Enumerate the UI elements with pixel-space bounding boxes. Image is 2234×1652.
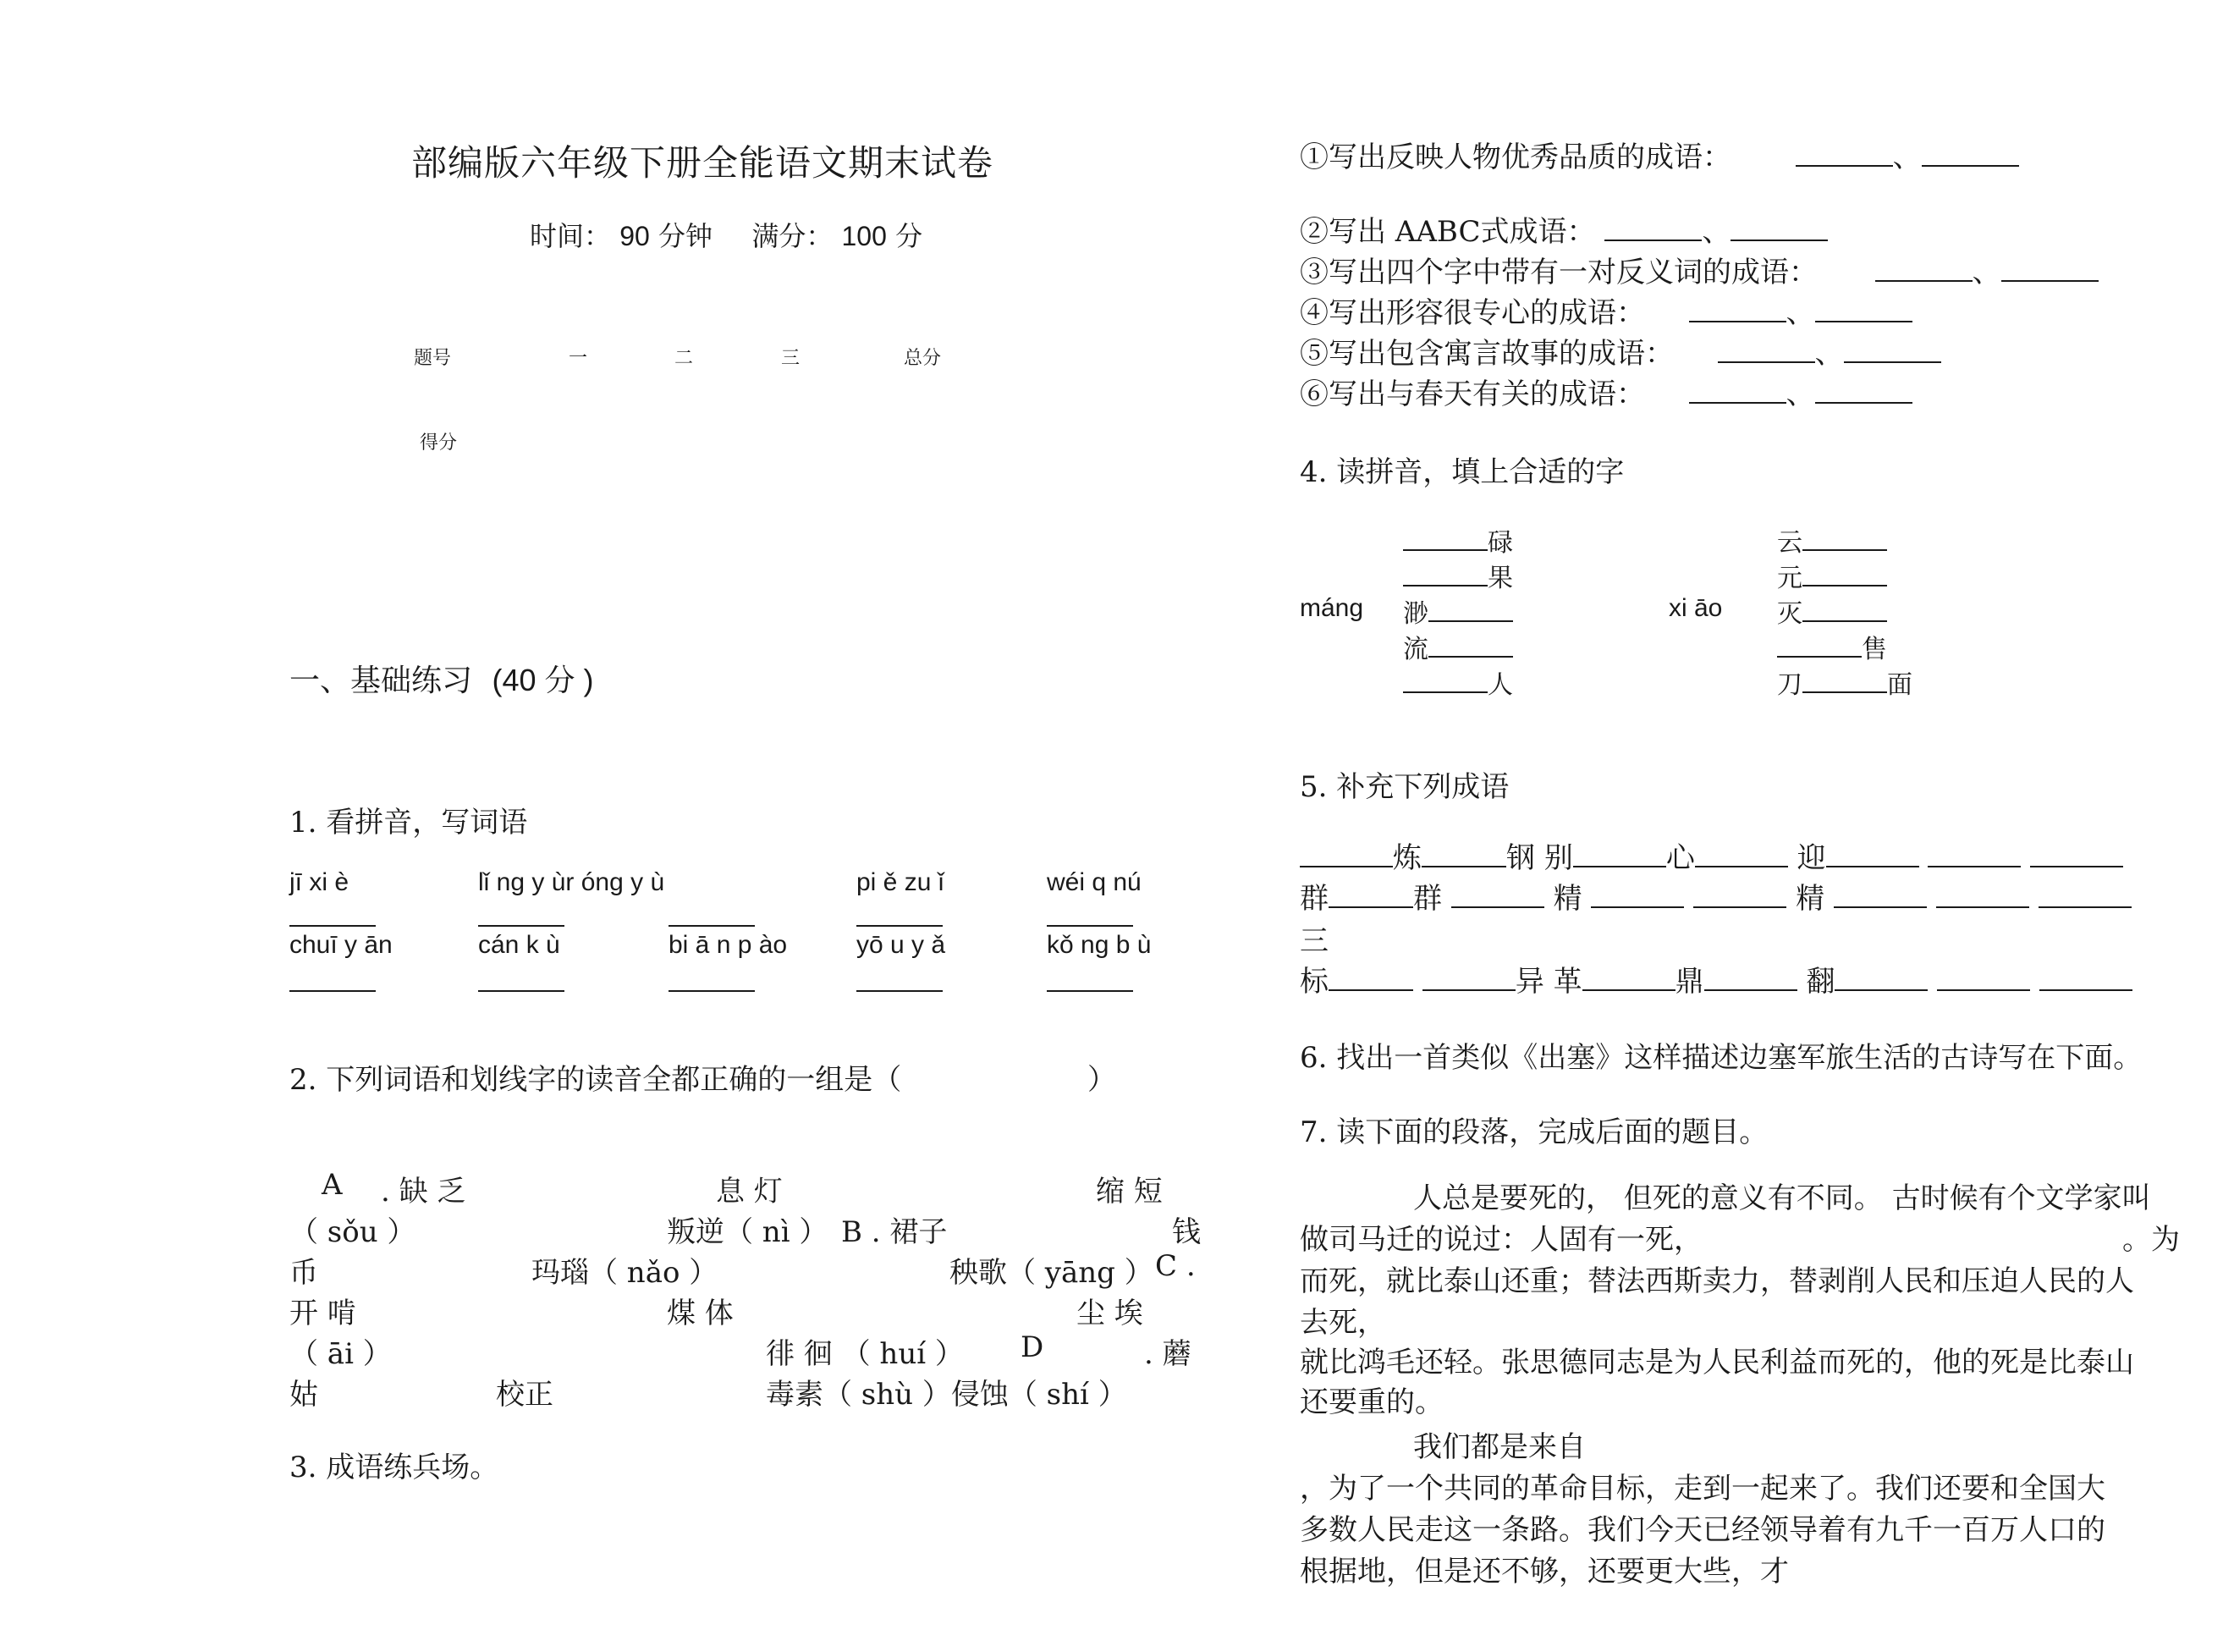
score-value: 100 (841, 221, 887, 251)
q5-blank[interactable] (1937, 964, 2030, 991)
q3-item-text: ②写出 AABC式成语： (1300, 215, 1596, 249)
q3-item (1300, 330, 1941, 372)
q2-text: A (322, 1168, 343, 1202)
q3-separator: 、 (1702, 215, 1731, 249)
q4-blank[interactable] (1403, 666, 1488, 693)
q2-text: 毒素（ shù ）侵蚀（ shí ） (766, 1378, 1127, 1412)
section-1-points: (40 分 ) (492, 663, 594, 697)
q4-blank[interactable] (1802, 666, 1887, 693)
q4-right-item: 灭 (1777, 592, 1887, 630)
q2-text: 徘 徊 （ huí ） (766, 1337, 964, 1371)
q7-paragraph-line: ，为了一个共同的革命目标，走到一起来了。我们还要和全国大 (1300, 1472, 2105, 1506)
q4-right-item: 刀 面 (1777, 664, 1912, 701)
q1-answer-line[interactable] (669, 925, 755, 927)
q1-answer-line[interactable] (289, 925, 376, 927)
exam-title: 部编版六年级下册全能语文期末试卷 (411, 142, 994, 184)
q1-answer-line[interactable] (856, 925, 943, 927)
q3-separator: 、 (1786, 377, 1815, 411)
q7-paragraph-line: 根据地，但是还不够，还要更大些，才 (1300, 1555, 1789, 1589)
q7-paragraph-line: 人总是要死的， 但死的意义有不同。 古时候有个文学家叫 (1413, 1181, 2151, 1215)
q2-text: （ sǒu ） (289, 1215, 416, 1249)
q3-answer-blank[interactable] (1815, 295, 1912, 322)
q5-blank[interactable] (1834, 881, 1927, 908)
q5-blank[interactable] (1573, 840, 1666, 867)
q3-answer-blank[interactable] (1815, 377, 1912, 404)
q1-answer-line[interactable] (1047, 925, 1133, 927)
time-unit: 分钟 (658, 220, 713, 252)
q4-blank[interactable] (1403, 559, 1488, 586)
q4-blank[interactable] (1428, 631, 1513, 658)
score-table-header-total: 总分 (904, 348, 942, 369)
score-table-header-1: 一 (569, 348, 588, 369)
q4-blank[interactable] (1428, 595, 1513, 622)
q5-row: 炼 钢 别 心 迎 (1300, 834, 2123, 876)
score-unit: 分 (895, 220, 923, 252)
q3-answer-blank[interactable] (1844, 336, 1941, 363)
q3-answer-blank[interactable] (2001, 255, 2099, 282)
q2-text: 秧歌（ yāng ） (949, 1256, 1153, 1290)
q5-row3: 三 (1300, 924, 1329, 958)
q5-blank[interactable] (1591, 881, 1684, 908)
q7-paragraph-line: 而死，就比泰山还重；替法西斯卖力，替剥削人民和压迫人民的人 (1300, 1264, 2134, 1298)
q3-answer-blank[interactable] (1689, 295, 1786, 322)
q4-left-item: 渺 (1403, 592, 1513, 630)
q2-text: 姑 (289, 1378, 318, 1412)
q1-pinyin-4: wéi q nú (1047, 868, 1142, 896)
score-table-header-3: 三 (781, 348, 801, 369)
q3-answer-blank[interactable] (1604, 214, 1702, 241)
q2-text: B . 裙子 (841, 1215, 948, 1249)
q5-blank[interactable] (1936, 881, 2029, 908)
q5-blank[interactable] (1582, 964, 1676, 991)
q3-separator: 、 (1814, 337, 1844, 371)
q5-blank[interactable] (1928, 840, 2021, 867)
q1-pinyin-3: pi ě zu ǐ (856, 868, 944, 896)
score-table-row-label: 得分 (420, 432, 458, 454)
q2-text: 玛瑙（ nǎo ） (531, 1256, 718, 1290)
q5-blank[interactable] (1695, 840, 1788, 867)
q3-item (1300, 289, 1912, 331)
q5-blank[interactable] (2039, 964, 2132, 991)
q2-label: 2. 下列词语和划线字的读音全都正确的一组是（ (289, 1063, 902, 1097)
q4-right-item: 元 (1777, 557, 1887, 594)
q5-blank[interactable] (1329, 964, 1413, 991)
q3-answer-blank[interactable] (1718, 336, 1815, 363)
q4-blank[interactable] (1777, 631, 1862, 658)
score-label: 满分： (751, 220, 834, 252)
q1-answer-line[interactable] (478, 925, 564, 927)
q5-blank[interactable] (2039, 881, 2132, 908)
q1-label: 1. 看拼音，写词语 (289, 806, 528, 840)
q1-pinyin-1: jī xi è (289, 868, 349, 896)
q4-blank[interactable] (1802, 559, 1887, 586)
q4-left-item: 人 (1403, 664, 1513, 701)
q2-text: . 蘑 (1144, 1337, 1191, 1371)
q4-label: 4. 读拼音，填上合适的字 (1300, 455, 1625, 489)
q3-answer-blank[interactable] (1689, 377, 1786, 404)
q3-item (1300, 371, 1912, 412)
q1-pinyin-8: yō u y ǎ (856, 931, 946, 959)
q7-paragraph-line: 去死， (1300, 1306, 1386, 1340)
q3-item-text: ①写出反映人物优秀品质的成语： (1300, 140, 1731, 174)
q1-answer-line[interactable] (289, 990, 376, 992)
q7-label: 7. 读下面的段落，完成后面的题目。 (1300, 1115, 1769, 1149)
q7-paragraph-line: 。为 (2122, 1223, 2180, 1257)
q3-item-text: ④写出形容很专心的成语： (1300, 296, 1645, 330)
q5-blank[interactable] (1422, 964, 1516, 991)
q3-item-text: ③写出四个字中带有一对反义词的成语： (1300, 256, 1818, 289)
q7-paragraph-line: 我们都是来自 (1413, 1430, 1586, 1464)
q2-text: 尘 埃 (1076, 1297, 1143, 1330)
q2-text: D (1021, 1330, 1044, 1364)
q1-answer-line[interactable] (478, 990, 564, 992)
time-value: 90 (619, 221, 650, 251)
exam-meta (530, 215, 922, 254)
q3-separator: 、 (1786, 296, 1815, 330)
q3-separator: 、 (1972, 256, 2001, 289)
q4-left-pinyin: máng (1300, 594, 1364, 622)
q3-separator: 、 (1892, 140, 1922, 174)
q5-row: 标 异 革 鼎 翻 (1300, 958, 2132, 999)
q2-text: . 缺 乏 (381, 1175, 466, 1209)
q2-text: 缩 短 (1096, 1175, 1163, 1209)
q1-pinyin-6: cán k ù (478, 931, 560, 959)
time-label: 时间： (530, 220, 612, 252)
q3-item (1300, 208, 1828, 250)
q4-left-item: 碌 (1403, 521, 1513, 559)
q5-row: 群 群 精 精 (1300, 875, 2132, 917)
q4-blank[interactable] (1802, 595, 1887, 622)
q5-blank[interactable] (1693, 881, 1786, 908)
q1-answer-line[interactable] (669, 990, 755, 992)
q5-blank[interactable] (1704, 964, 1797, 991)
q1-pinyin-9: kǒ ng b ù (1047, 931, 1152, 959)
q3-item (1300, 249, 2099, 290)
q6-label: 6. 找出一首类似《出塞》这样描述边塞军旅生活的古诗写在下面。 (1300, 1041, 2143, 1075)
q7-paragraph-line: 做司马迁的说过：人固有一死， (1300, 1223, 1703, 1257)
q7-paragraph-line: 还要重的。 (1300, 1385, 1444, 1419)
q5-blank[interactable] (1300, 840, 1393, 867)
q5-blank[interactable] (2030, 840, 2123, 867)
q5-blank[interactable] (1835, 964, 1928, 991)
q3-label: 3. 成语练兵场。 (289, 1451, 499, 1484)
q3-answer-blank[interactable] (1922, 140, 2019, 167)
q3-item-text: ⑤写出包含寓言故事的成语： (1300, 337, 1674, 371)
q5-blank[interactable] (1451, 881, 1544, 908)
q5-blank[interactable] (1826, 840, 1919, 867)
q1-answer-line[interactable] (856, 990, 943, 992)
q1-answer-line[interactable] (1047, 990, 1133, 992)
q1-pinyin-2: lǐ ng y ùr óng y ù (478, 868, 665, 896)
q2-text: 钱 (1172, 1215, 1201, 1249)
q2-text: 煤 体 (667, 1297, 734, 1330)
q1-pinyin-7: bi ā n p ào (669, 931, 788, 959)
q7-paragraph-line: 多数人民走这一条路。我们今天已经领导着有九千一百万人口的 (1300, 1513, 2105, 1547)
q4-blank[interactable] (1802, 524, 1887, 551)
q5-label: 5. 补充下列成语 (1300, 770, 1510, 804)
q2-text: C . (1155, 1249, 1196, 1283)
q1-pinyin-5: chuī y ān (289, 931, 393, 959)
q2-text: 叛逆（ nì ） (667, 1215, 828, 1249)
q4-right-item: 售 (1777, 628, 1887, 665)
q2-text: （ āi ） (289, 1337, 392, 1371)
q2-label-close: ） (1087, 1063, 1116, 1097)
q4-left-item: 流 (1403, 628, 1513, 665)
q4-right-pinyin: xi āo (1669, 594, 1723, 622)
q2-text: 币 (289, 1256, 318, 1290)
q7-paragraph-line: 就比鸿毛还轻。张思德同志是为人民利益而死的，他的死是比泰山 (1300, 1346, 2134, 1379)
score-table-header-2: 二 (674, 348, 694, 369)
q3-item (1300, 134, 2019, 175)
score-table-header-no: 题号 (414, 348, 452, 369)
q4-left-item: 果 (1403, 557, 1513, 594)
section-1-heading (289, 657, 594, 700)
q5-blank[interactable] (1329, 881, 1413, 908)
q2-text: 开 啃 (289, 1297, 356, 1330)
section-1-title: 一、基础练习 (289, 664, 473, 698)
q2-text: 校正 (496, 1378, 553, 1412)
q4-blank[interactable] (1403, 524, 1488, 551)
q3-answer-blank[interactable] (1875, 255, 1973, 282)
q2-text: 息 灯 (716, 1175, 783, 1209)
q3-answer-blank[interactable] (1796, 140, 1893, 167)
q4-right-item: 云 (1777, 521, 1887, 559)
q3-item-text: ⑥写出与春天有关的成语： (1300, 377, 1645, 411)
q5-blank[interactable] (1422, 840, 1506, 867)
q3-answer-blank[interactable] (1731, 214, 1828, 241)
